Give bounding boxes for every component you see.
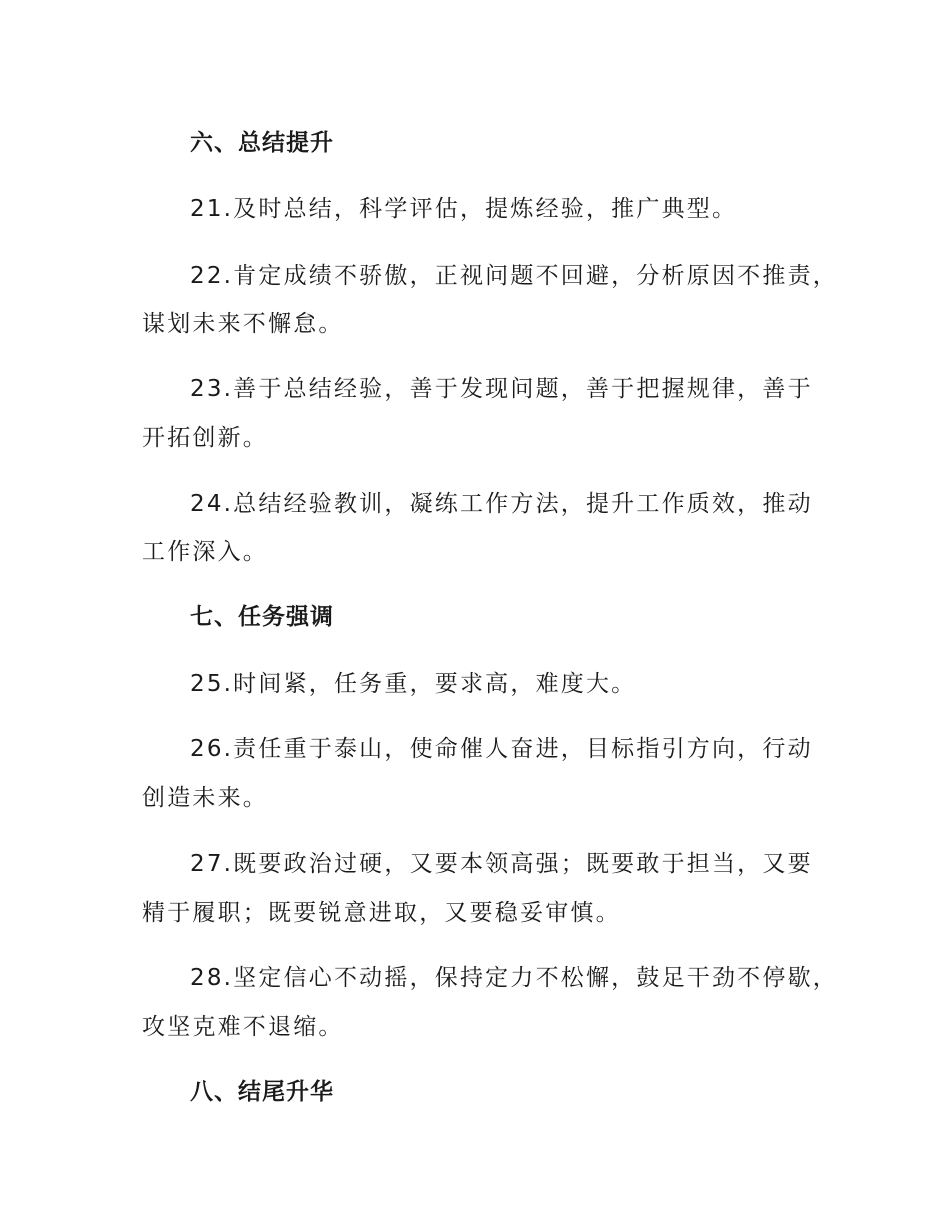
paragraph-line: 开拓创新。: [142, 425, 268, 451]
paragraph-line: 26.责任重于泰山，使命催人奋进，目标指引方向，行动: [190, 736, 813, 762]
section-heading: 七、任务强调: [190, 604, 334, 630]
paragraph-line: 攻坚克难不退缩。: [142, 1014, 344, 1040]
paragraph-line: 21.及时总结，科学评估，提炼经验，推广典型。: [190, 196, 738, 222]
section-heading: 八、结尾升华: [190, 1079, 334, 1105]
paragraph-line: 25.时间紧，任务重，要求高，难度大。: [190, 671, 637, 697]
paragraph-line: 24.总结经验教训，凝练工作方法，提升工作质效，推动: [190, 491, 813, 517]
paragraph-line: 28.坚定信心不动摇，保持定力不松懈，鼓足干劲不停歇，: [190, 965, 838, 991]
section-heading: 六、总结提升: [190, 130, 334, 156]
paragraph-line: 27.既要政治过硬，又要本领高强；既要敢于担当，又要: [190, 851, 813, 877]
paragraph-line: 工作深入。: [142, 539, 268, 565]
paragraph-line: 创造未来。: [142, 785, 268, 811]
paragraph-line: 22.肯定成绩不骄傲，正视问题不回避，分析原因不推责，: [190, 263, 838, 289]
paragraph-line: 谋划未来不懈怠。: [142, 311, 344, 337]
paragraph-line: 23.善于总结经验，善于发现问题，善于把握规律，善于: [190, 376, 813, 402]
paragraph-line: 精于履职；既要锐意进取，又要稳妥审慎。: [142, 900, 621, 926]
